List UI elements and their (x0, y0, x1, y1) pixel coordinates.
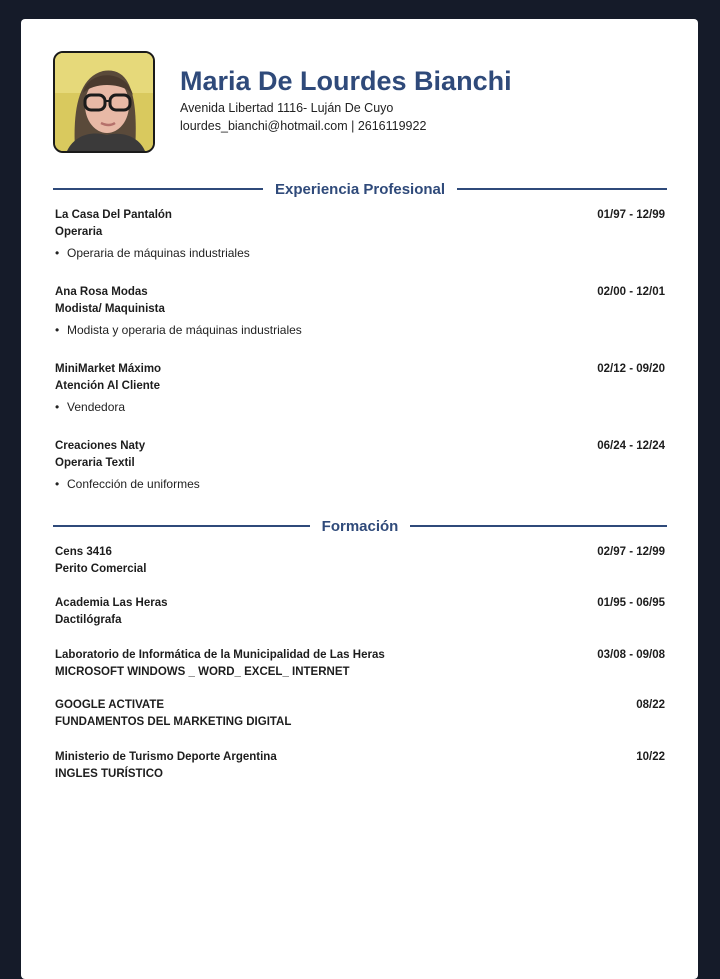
employer: Ana Rosa Modas (55, 286, 148, 298)
education-entry (55, 699, 665, 728)
job-title: Atención Al Cliente (55, 380, 160, 392)
date-range: 02/97 - 12/99 (597, 546, 665, 558)
employer: La Casa Del Pantalón (55, 209, 172, 221)
institution: Cens 3416 (55, 546, 112, 558)
divider-line (457, 188, 667, 190)
education-entry (55, 649, 665, 678)
education-section-title (53, 516, 667, 536)
experience-section-title (53, 179, 667, 199)
job-title: Modista/ Maquinista (55, 303, 165, 315)
bullet-marker: • (55, 477, 60, 491)
resume-page (21, 19, 698, 979)
job-description: Operaria de máquinas industriales (67, 246, 250, 260)
candidate-name: Maria De Lourdes Bianchi (180, 66, 512, 96)
date-range: 03/08 - 09/08 (597, 649, 665, 661)
education-entry (55, 597, 665, 626)
institution: GOOGLE ACTIVATE (55, 699, 165, 711)
date-range: 08/22 (636, 699, 665, 711)
education-entry (55, 751, 665, 780)
institution: Laboratorio de Informática de la Municipalidad de Las Heras (55, 649, 385, 661)
address: Avenida Libertad 1116- Luján De Cuyo (180, 101, 394, 115)
qualification: FUNDAMENTOS DEL MARKETING DIGITAL (55, 716, 292, 728)
job-description: Confección de uniformes (67, 477, 200, 491)
bullet-marker: • (55, 246, 60, 260)
employer: MiniMarket Máximo (55, 363, 162, 375)
section-label: Experiencia Profesional (274, 180, 446, 198)
experience-entry (55, 209, 665, 260)
job-title: Operaria (55, 226, 103, 238)
experience-entry (55, 440, 665, 491)
date-range: 02/12 - 09/20 (597, 363, 665, 375)
profile-photo (53, 51, 155, 153)
job-description: Vendedora (67, 400, 126, 414)
qualification: Perito Comercial (55, 563, 147, 575)
date-range: 06/24 - 12/24 (597, 440, 665, 452)
qualification: INGLES TURÍSTICO (55, 768, 163, 780)
institution: Ministerio de Turismo Deporte Argentina (55, 751, 277, 763)
employer: Creaciones Naty (55, 440, 146, 452)
section-label: Formación (321, 517, 399, 535)
bullet-marker: • (55, 323, 60, 337)
date-range: 01/97 - 12/99 (597, 209, 665, 221)
qualification: MICROSOFT WINDOWS _ WORD_ EXCEL_ INTERNET (55, 666, 350, 678)
experience-entry (55, 363, 665, 414)
date-range: 01/95 - 06/95 (597, 597, 665, 609)
date-range: 10/22 (636, 751, 665, 763)
job-title: Operaria Textil (55, 457, 135, 469)
experience-entry (55, 286, 665, 337)
bullet-marker: • (55, 400, 60, 414)
contact-info: lourdes_bianchi@hotmail.com | 2616119922 (180, 119, 427, 133)
date-range: 02/00 - 12/01 (597, 286, 665, 298)
divider-line (53, 188, 263, 190)
education-entry (55, 546, 665, 575)
job-description: Modista y operaria de máquinas industriales (67, 323, 302, 337)
divider-line (53, 525, 310, 527)
institution: Academia Las Heras (55, 597, 168, 609)
qualification: Dactilógrafa (55, 614, 122, 626)
divider-line (410, 525, 667, 527)
